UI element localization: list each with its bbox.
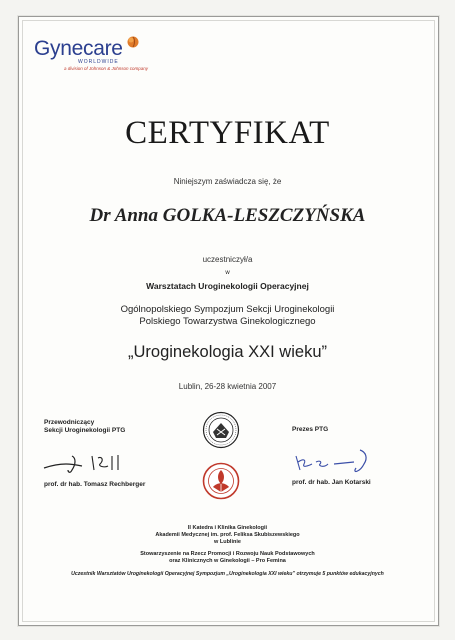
footer-line4: Stowarzyszenie na Rzecz Promocji i Rozwoju Nauk Podstawowych [140, 551, 315, 557]
w-text: w [225, 270, 230, 276]
recipient-name: Dr Anna GOLKA-LESZCZYŃSKA [89, 205, 366, 226]
academy-seal-icon [202, 411, 240, 449]
intro-text: Niniejszym zaświadcza się, że [173, 177, 282, 186]
left-role-line1: Przewodniczący [44, 419, 95, 426]
symposium-line1: Ogólnopolskiego Sympozjum Sekcji Uroginekologii [120, 304, 335, 315]
participated-text: uczestniczył/a [202, 255, 253, 264]
gynecare-logo [34, 37, 164, 89]
place-date: Lublin, 26-28 kwietnia 2007 [178, 382, 277, 391]
pro-femina-seal-icon [202, 462, 240, 500]
footer-line2: Akademii Medycznej im. prof. Feliksa Skubiszewskiego [155, 532, 300, 538]
right-signatory-name: prof. dr hab. Jan Kotarski [292, 479, 371, 486]
symposium-theme: „Uroginekologia XXI wieku” [127, 343, 327, 361]
symposium-line2: Polskiego Towarzystwa Ginekologicznego [139, 316, 316, 327]
footer-note: Uczestnik Warsztatów Uroginekologii Operacyjnej Sympozjum „Uroginekologia XXI wieku” otrzymuje 5 punktów edukacyjnych [71, 571, 384, 577]
footer-line5: oraz Klinicznych w Ginekologii – Pro Femina [169, 558, 286, 564]
certificate-title: CERTYFIKAT [125, 115, 330, 151]
right-role: Prezes PTG [292, 426, 329, 433]
flower-icon [126, 35, 140, 49]
right-signature [290, 444, 400, 476]
left-signature [42, 450, 152, 476]
logo-jnj: a division of Johnson & Johnson company [64, 66, 149, 71]
logo-worldwide: WORLDWIDE [78, 59, 119, 65]
logo-brand: Gynecare [34, 37, 123, 60]
left-role-line2: Sekcji Uroginekologii PTG [44, 427, 126, 434]
footer-line3: w Lublinie [214, 539, 241, 545]
footer-line1: II Katedra i Klinika Ginekologii [187, 525, 268, 531]
workshop-name: Warsztatach Uroginekologii Operacyjnej [146, 281, 309, 291]
left-signatory-name: prof. dr hab. Tomasz Rechberger [44, 481, 146, 488]
